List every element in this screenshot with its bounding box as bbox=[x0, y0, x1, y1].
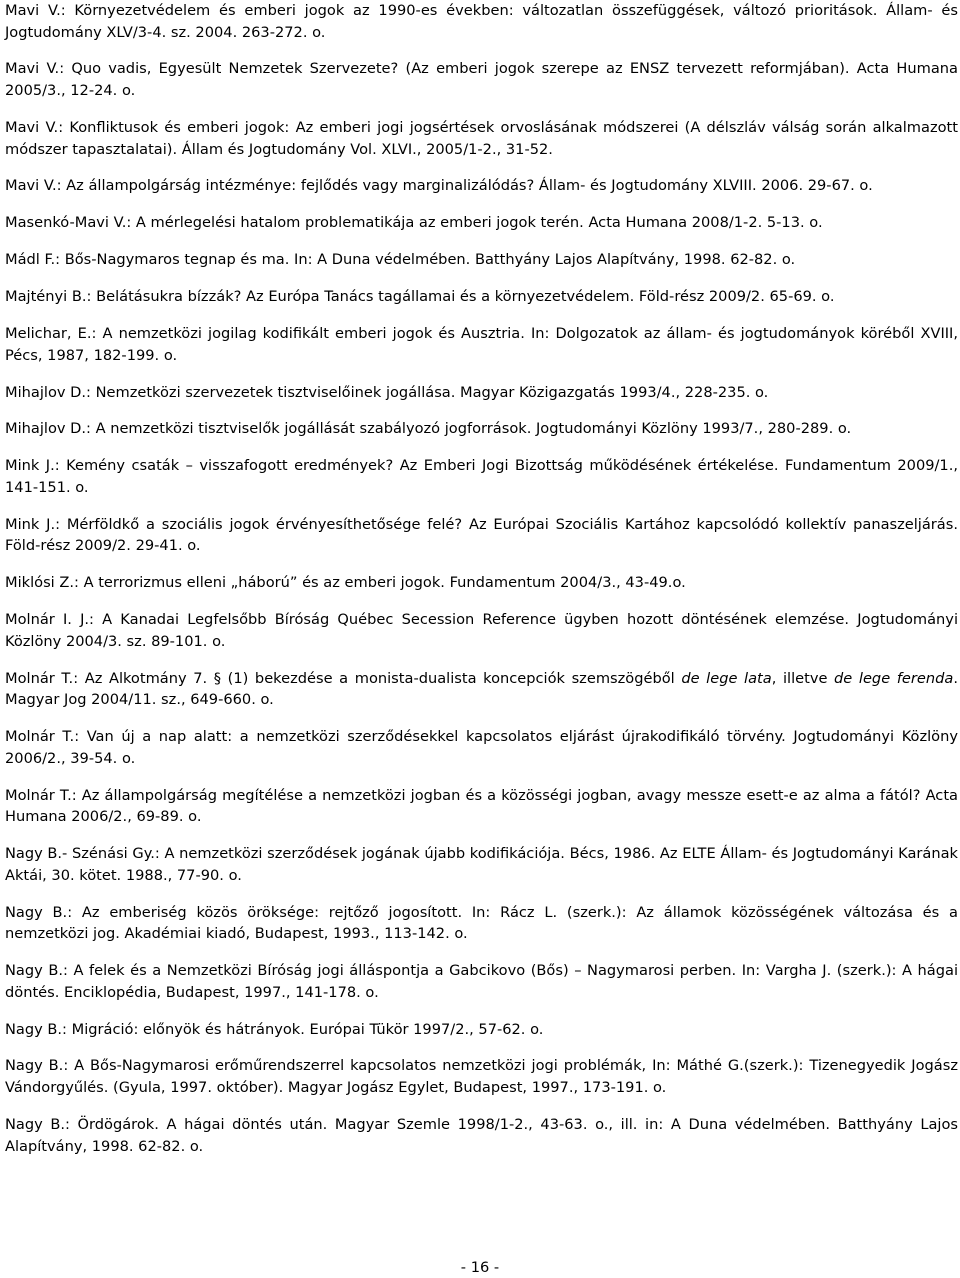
bibliography-entry bbox=[5, 843, 958, 886]
entry-text: Mavi V.: Konfliktusok és emberi jogok: Az emberi jogi jogsértések orvoslásának módszerei (A délszláv válság során alkalmazott módszer tapasztalatai). Állam és Jogtudomány Vol. XLVI., 2005/1-2., 31-52. bbox=[5, 118, 958, 158]
bibliography-entry bbox=[5, 0, 958, 43]
entry-text: Nagy B.- Szénási Gy.: A nemzetközi szerződések jogának újabb kodifikációja. Bécs, 1986. Az ELTE Állam- és Jogtudományi Karának Aktái, 30. kötet. 1988., 77-90. o. bbox=[5, 845, 958, 884]
entry-text: Nagy B.: Migráció: előnyök és hátrányok. Európai Tükör 1997/2., 57-62. o. bbox=[5, 1020, 544, 1038]
bibliography-entry bbox=[5, 418, 958, 440]
entry-text: , illetve bbox=[771, 669, 835, 687]
bibliography-entry bbox=[5, 323, 958, 366]
bibliography-entry bbox=[5, 609, 958, 652]
entry-text: Nagy B.: A Bős-Nagymarosi erőműrendszerrel kapcsolatos nemzetközi jogi problémák, In: Máthé G.(szerk.): Tizenegyedik Jogász Vándorgyűlés. (Gyula, 1997. október). Magyar Jogász Egylet, Budapest, 1997., 173-191. o. bbox=[5, 1057, 958, 1097]
entry-text: Mink J.: Kemény csaták – visszafogott eredmények? Az Emberi Jogi Bizottság működésének értékelése. Fundamentum 2009/1., 141-151. o. bbox=[5, 457, 958, 496]
entry-text: Majtényi B.: Belátásukra bízzák? Az Európa Tanács tagállamai és a környezetvédelem. Föld-rész 2009/2. 65-69. o. bbox=[5, 288, 835, 306]
entry-text: Miklósi Z.: A terrorizmus elleni „háború” és az emberi jogok. Fundamentum 2004/3., 43-49.o. bbox=[5, 574, 686, 592]
bibliography-entry bbox=[5, 726, 958, 769]
bibliography-entry bbox=[5, 117, 958, 160]
bibliography-entry bbox=[5, 58, 958, 101]
entry-text: Nagy B.: Ördögárok. A hágai döntés után. Magyar Szemle 1998/1-2., 43-63. o., ill. in: A Duna védelmében. Batthyány Lajos Alapítvány, 1998. 62-82. o. bbox=[5, 1115, 958, 1155]
bibliography-entry bbox=[5, 175, 958, 197]
bibliography-entry bbox=[5, 212, 958, 234]
entry-text: Mavi V.: Quo vadis, Egyesült Nemzetek Szervezete? (Az emberi jogok szerepe az ENSZ tervezett reformjában). Acta Humana 2005/3., 12-24. o. bbox=[5, 60, 958, 100]
bibliography-entry bbox=[5, 514, 958, 557]
bibliography-entry bbox=[5, 785, 958, 828]
bibliography-entry bbox=[5, 1055, 958, 1098]
entry-text: Mavi V.: Az állampolgárság intézménye: fejlődés vagy marginalizálódás? Állam- és Jogtudomány XLVIII. 2006. 29-67. o. bbox=[5, 177, 873, 195]
entry-text: Molnár I. J.: A Kanadai Legfelsőbb Bíróság Québec Secession Reference ügyben hozott döntésének elemzése. Jogtudományi Közlöny 2004/3. sz. 89-101. o. bbox=[5, 611, 958, 650]
entry-text: Mihajlov D.: A nemzetközi tisztviselők jogállását szabályozó jogforrások. Jogtudományi Közlöny 1993/7., 280-289. o. bbox=[5, 420, 852, 438]
entry-italic-text: de lege ferenda bbox=[834, 669, 954, 687]
bibliography-entry bbox=[5, 960, 958, 1003]
bibliography-entry bbox=[5, 382, 958, 404]
entry-text: Nagy B.: Az emberiség közös öröksége: rejtőző jogosított. In: Rácz L. (szerk.): Az államok közösségének változása és a nemzetközi jog. Akadémiai kiadó, Budapest, 1993., 113-142. o. bbox=[5, 903, 958, 943]
entry-text: Masenkó-Mavi V.: A mérlegelési hatalom problematikája az emberi jogok terén. Acta Humana 2008/1-2. 5-13. o. bbox=[5, 214, 823, 232]
entry-text: . Magyar Jog 2004/11. sz., 649-660. o. bbox=[5, 669, 958, 709]
bibliography-entry bbox=[5, 572, 958, 594]
bibliography-entry bbox=[5, 902, 958, 945]
bibliography-entry bbox=[5, 668, 958, 711]
bibliography-entry bbox=[5, 286, 958, 308]
entry-text: Molnár T.: Az Alkotmány 7. § (1) bekezdése a monista-dualista koncepciók szemszögéből bbox=[5, 669, 682, 687]
entry-italic-text: de lege lata bbox=[681, 669, 772, 687]
bibliography-list bbox=[5, 0, 958, 1172]
bibliography-entry bbox=[5, 455, 958, 498]
bibliography-entry bbox=[5, 1114, 958, 1157]
entry-text: Mihajlov D.: Nemzetközi szervezetek tisztviselőinek jogállása. Magyar Közigazgatás 1993/4., 228-235. o. bbox=[5, 383, 769, 401]
bibliography-entry bbox=[5, 249, 958, 271]
entry-text: Molnár T.: Van új a nap alatt: a nemzetközi szerződésekkel kapcsolatos eljárást újrakodifikáló törvény. Jogtudományi Közlöny 2006/2., 39-54. o. bbox=[5, 728, 958, 767]
entry-text: Mavi V.: Környezetvédelem és emberi jogok az 1990-es években: változatlan összefüggések, változó prioritások. Állam- és Jogtudomány XLV/3-4. sz. 2004. 263-272. o. bbox=[5, 2, 958, 41]
entry-text: Nagy B.: A felek és a Nemzetközi Bíróság jogi álláspontja a Gabcikovo (Bős) – Nagymarosi perben. In: Vargha J. (szerk.): A hágai döntés. Enciklopédia, Budapest, 1997., 141-178. o. bbox=[5, 962, 958, 1001]
bibliography-entry bbox=[5, 1019, 958, 1041]
page-number: - 16 - bbox=[460, 1259, 500, 1276]
entry-text: Melichar, E.: A nemzetközi jogilag kodifikált emberi jogok és Ausztria. In: Dolgozatok az állam- és jogtudományok köréből XVIII, Pécs, 1987, 182-199. o. bbox=[5, 325, 958, 364]
entry-text: Mink J.: Mérföldkő a szociális jogok érvényesíthetősége felé? Az Európai Szociális Kartához kapcsolódó kollektív panaszeljárás. Föld-rész 2009/2. 29-41. o. bbox=[5, 515, 958, 555]
entry-text: Mádl F.: Bős-Nagymaros tegnap és ma. In: A Duna védelmében. Batthyány Lajos Alapítvány, 1998. 62-82. o. bbox=[5, 251, 796, 269]
entry-text: Molnár T.: Az állampolgárság megítélése a nemzetközi jogban és a közösségi jogban, avagy messze esett-e az alma a fától? Acta Humana 2006/2., 69-89. o. bbox=[5, 786, 958, 826]
